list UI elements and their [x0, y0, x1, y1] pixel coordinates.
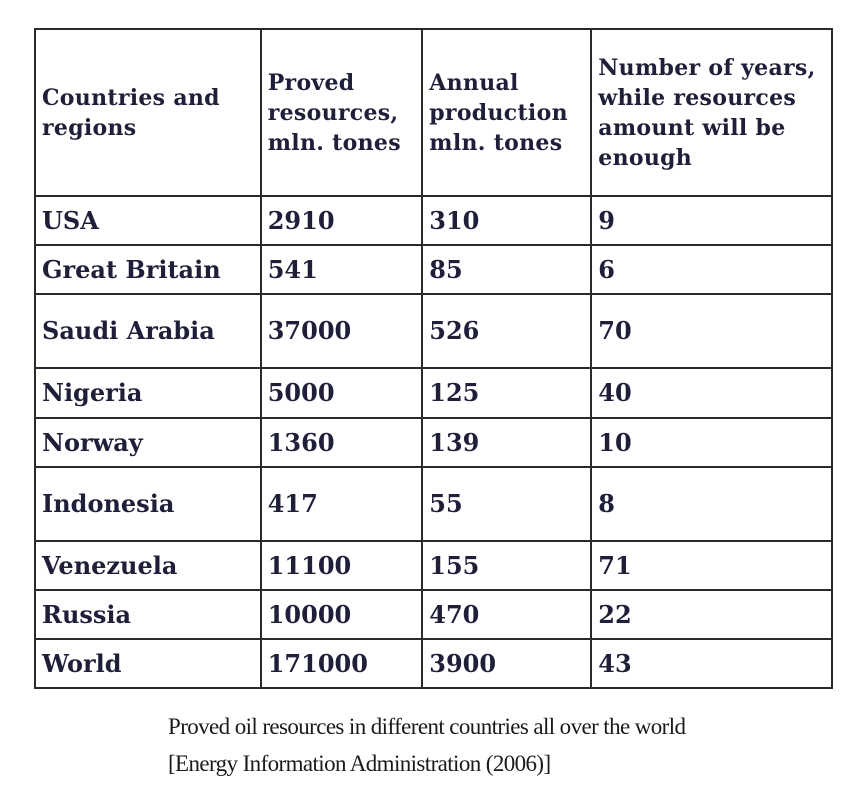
- cell-country: Venezuela: [35, 541, 261, 590]
- cell-country: Nigeria: [35, 368, 261, 418]
- cell-proved-resources: 1360: [261, 418, 423, 467]
- cell-country: Russia: [35, 590, 261, 639]
- table-caption: Proved oil resources in different countries all over the world: [168, 714, 686, 739]
- cell-years: 8: [591, 467, 832, 541]
- table-row: [35, 196, 832, 245]
- cell-proved-resources: 11100: [261, 541, 423, 590]
- cell-annual-production: 155: [422, 541, 591, 590]
- cell-proved-resources: 171000: [261, 639, 423, 688]
- cell-annual-production: 526: [422, 294, 591, 368]
- cell-proved-resources: 541: [261, 245, 423, 294]
- cell-proved-resources: 10000: [261, 590, 423, 639]
- table-row: [35, 541, 832, 590]
- header-annual-production: Annual production mln. tones: [422, 29, 591, 196]
- cell-years: 9: [591, 196, 832, 245]
- cell-country: Saudi Arabia: [35, 294, 261, 368]
- cell-annual-production: 85: [422, 245, 591, 294]
- cell-years: 70: [591, 294, 832, 368]
- cell-annual-production: 3900: [422, 639, 591, 688]
- cell-annual-production: 310: [422, 196, 591, 245]
- cell-annual-production: 55: [422, 467, 591, 541]
- table-row: [35, 590, 832, 639]
- cell-years: 22: [591, 590, 832, 639]
- table-row: [35, 418, 832, 467]
- table-row: [35, 294, 832, 368]
- table-row: [35, 368, 832, 418]
- table-source-citation: [Energy Information Administration (2006)]: [168, 751, 551, 776]
- cell-years: 71: [591, 541, 832, 590]
- cell-annual-production: 139: [422, 418, 591, 467]
- cell-proved-resources: 37000: [261, 294, 423, 368]
- header-number-of-years: Number of years, while resources amount will be enough: [591, 29, 832, 196]
- cell-annual-production: 470: [422, 590, 591, 639]
- cell-country: Great Britain: [35, 245, 261, 294]
- cell-country: World: [35, 639, 261, 688]
- cell-proved-resources: 5000: [261, 368, 423, 418]
- header-proved-resources: Proved resources, mln. tones: [261, 29, 423, 196]
- oil-resources-table: [34, 28, 833, 689]
- cell-years: 40: [591, 368, 832, 418]
- table-row: [35, 639, 832, 688]
- cell-country: Norway: [35, 418, 261, 467]
- table-row: [35, 245, 832, 294]
- table-row: [35, 467, 832, 541]
- cell-years: 43: [591, 639, 832, 688]
- cell-annual-production: 125: [422, 368, 591, 418]
- cell-years: 10: [591, 418, 832, 467]
- cell-proved-resources: 2910: [261, 196, 423, 245]
- cell-country: Indonesia: [35, 467, 261, 541]
- cell-proved-resources: 417: [261, 467, 423, 541]
- table-header-row: [35, 29, 832, 196]
- cell-country: USA: [35, 196, 261, 245]
- cell-years: 6: [591, 245, 832, 294]
- header-countries-and-regions: Countries and regions: [35, 29, 261, 196]
